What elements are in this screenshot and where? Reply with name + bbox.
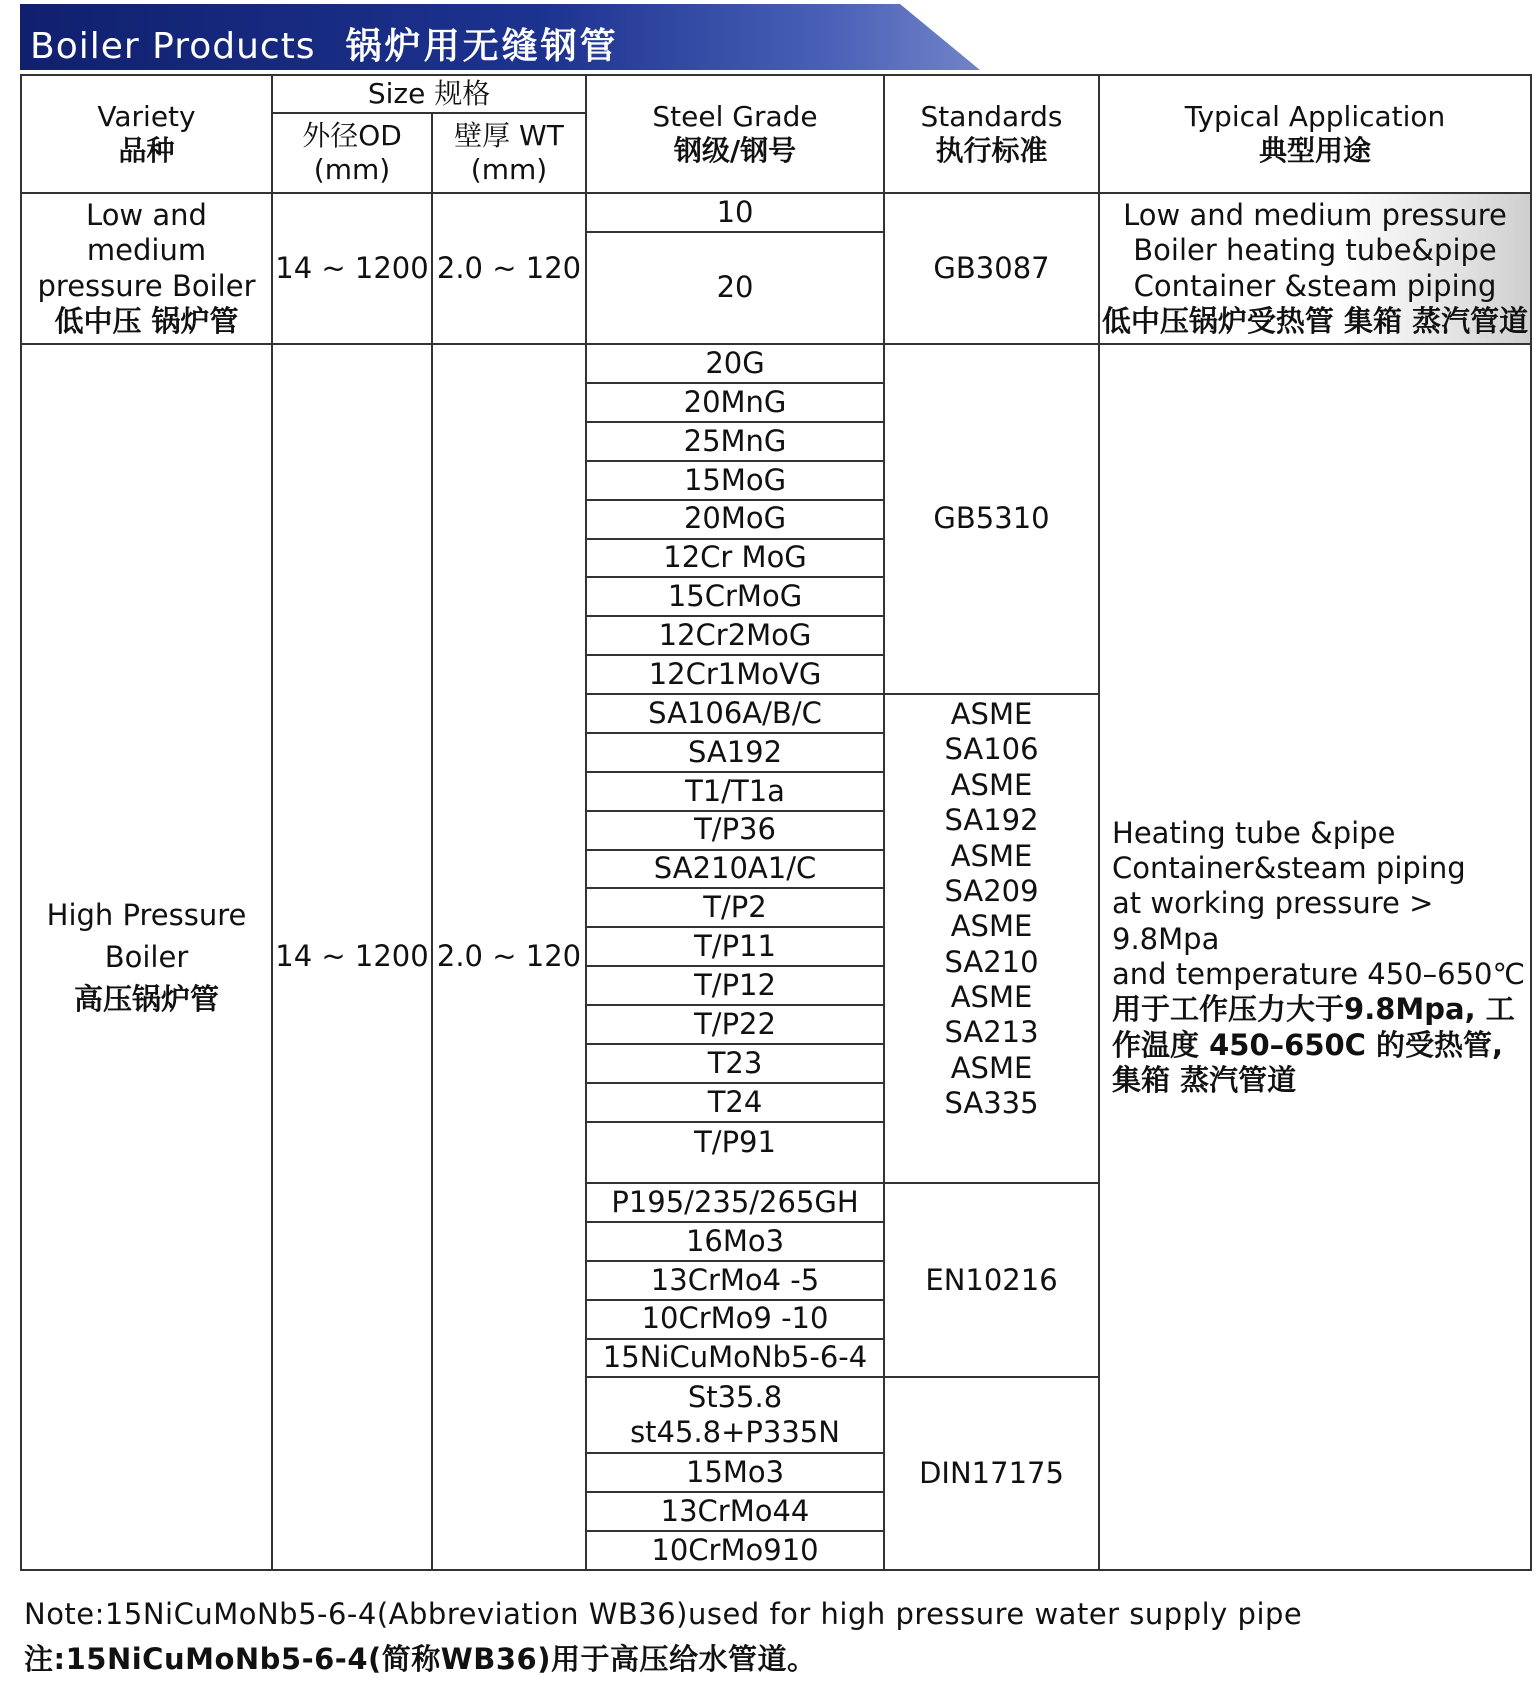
variety-cn: 高压锅炉管 <box>73 982 219 1017</box>
grade-cell: 20 <box>586 232 884 344</box>
grade-cell: T24 <box>586 1083 884 1122</box>
header-app-en: Typical Application <box>1184 99 1446 133</box>
standard-line: SA335 <box>944 1086 1039 1121</box>
header-standards <box>884 75 1099 193</box>
standard-line: SA209 <box>944 873 1039 908</box>
application-line: Container &steam piping <box>1133 268 1497 303</box>
grade-cell: 15NiCuMoNb5-6-4 <box>586 1339 884 1378</box>
application-cn: 低中压锅炉受热管 集箱 蒸汽管道 <box>1101 303 1529 338</box>
grade-cell: 13CrMo4 -5 <box>586 1261 884 1300</box>
header-application <box>1099 75 1531 193</box>
application-line: 用于工作压力大于9.8Mpa, 工 <box>1112 992 1515 1027</box>
standard-line: SA106 <box>944 732 1039 767</box>
footnote-en: Note:15NiCuMoNb5-6-4(Abbreviation WB36)used for high pressure water supply pipe <box>24 1597 1303 1631</box>
grade-cell: 16Mo3 <box>586 1222 884 1261</box>
header-grade <box>586 75 884 193</box>
header-variety <box>21 75 272 193</box>
standard-line: ASME <box>950 838 1033 873</box>
footnote <box>24 1592 1302 1682</box>
grade-cell: T1/T1a <box>586 772 884 811</box>
standard-cell: GB5310 <box>884 344 1099 694</box>
grade-cell: 10CrMo9 -10 <box>586 1300 884 1339</box>
grade-cell: St35.8 st45.8+P335N <box>586 1377 884 1453</box>
header-app-cn: 典型用途 <box>1259 134 1372 167</box>
title-en: Boiler Products <box>30 26 316 67</box>
application-line: at working pressure > 9.8Mpa <box>1112 886 1434 956</box>
standard-line: ASME <box>950 1050 1033 1085</box>
standard-line: SA192 <box>944 803 1039 838</box>
grade-cell: 10 <box>586 193 884 232</box>
grade-cell: SA210A1/C <box>586 850 884 889</box>
grade-cell: 20MoG <box>586 500 884 539</box>
grade-cell: 12Cr MoG <box>586 539 884 578</box>
header-variety-cn: 品种 <box>118 134 175 167</box>
application-line: Boiler heating tube&pipe <box>1133 233 1497 268</box>
boiler-products-table <box>20 74 1532 1571</box>
grade-cell: T/P22 <box>586 1005 884 1044</box>
wt-cell: 2.0 ~ 120 <box>432 193 586 344</box>
grade-cell: T/P91 <box>586 1122 884 1183</box>
header-wt-label: 壁厚 WT <box>454 118 564 152</box>
standard-line: ASME <box>950 767 1033 802</box>
header-grade-en: Steel Grade <box>652 99 818 133</box>
grade-cell: 12Cr1MoVG <box>586 655 884 694</box>
application-line: Container&steam piping <box>1112 850 1466 885</box>
page-title <box>30 18 619 69</box>
application-high <box>1099 344 1531 1570</box>
standard-cell: GB3087 <box>884 193 1099 344</box>
standard-line: ASME <box>950 697 1033 732</box>
variety-high <box>21 344 272 1570</box>
application-low-medium <box>1099 193 1531 344</box>
application-line: 集箱 蒸汽管道 <box>1112 1063 1297 1098</box>
header-std-cn: 执行标准 <box>935 134 1048 167</box>
od-cell: 14 ~ 1200 <box>272 344 432 1570</box>
header-od <box>272 113 432 193</box>
header-od-unit: (mm) <box>313 153 391 186</box>
variety-cn: 低中压 锅炉管 <box>54 303 239 338</box>
variety-line: High Pressure <box>46 898 247 933</box>
table-row <box>21 344 1531 383</box>
footnote-cn: 注:15NiCuMoNb5-6-4(简称WB36)用于高压给水管道。 <box>24 1641 817 1676</box>
header-size: Size 规格 <box>272 75 586 113</box>
od-cell: 14 ~ 1200 <box>272 193 432 344</box>
grade-cell: T/P2 <box>586 888 884 927</box>
standard-cell: DIN17175 <box>884 1377 1099 1570</box>
grade-cell: T/P11 <box>586 927 884 966</box>
grade-cell: 10CrMo910 <box>586 1531 884 1570</box>
header-banner <box>20 0 980 74</box>
wt-cell: 2.0 ~ 120 <box>432 344 586 1570</box>
grade-cell: 15Mo3 <box>586 1453 884 1492</box>
grade-cell: 20MnG <box>586 383 884 422</box>
grade-cell: 13CrMo44 <box>586 1492 884 1531</box>
grade-cell: P195/235/265GH <box>586 1183 884 1222</box>
grade-cell: T/P12 <box>586 966 884 1005</box>
application-line: and temperature 450–650℃ <box>1112 957 1526 992</box>
variety-low-medium <box>21 193 272 344</box>
standard-asme-cell <box>884 694 1099 1183</box>
standard-line: SA210 <box>944 944 1039 979</box>
application-line: Low and medium pressure <box>1123 197 1507 232</box>
grade-cell: 12Cr2MoG <box>586 616 884 655</box>
grade-cell: 25MnG <box>586 422 884 461</box>
standard-cell: EN10216 <box>884 1183 1099 1377</box>
table-row <box>21 193 1531 232</box>
grade-cell: 15CrMoG <box>586 577 884 616</box>
title-cn: 锅炉用无缝钢管 <box>345 26 619 67</box>
header-od-label: 外径OD <box>302 118 402 152</box>
standard-line: ASME <box>950 909 1033 944</box>
grade-cell: 15MoG <box>586 461 884 500</box>
application-line: 作温度 450–650C 的受热管, <box>1112 1027 1504 1062</box>
grade-cell: 20G <box>586 344 884 383</box>
header-variety-en: Variety <box>97 99 196 133</box>
grade-cell: SA106A/B/C <box>586 694 884 733</box>
application-line: Heating tube &pipe <box>1112 815 1396 850</box>
variety-line: pressure Boiler <box>37 268 256 303</box>
standard-line: SA213 <box>944 1015 1039 1050</box>
grade-cell: T/P36 <box>586 811 884 850</box>
header-grade-cn: 钢级/钢号 <box>673 134 797 167</box>
standard-line: ASME <box>950 980 1033 1015</box>
grade-cell: SA192 <box>586 733 884 772</box>
variety-line: Boiler <box>104 940 189 975</box>
header-wt <box>432 113 586 193</box>
variety-line: Low and medium <box>86 197 207 268</box>
header-row <box>21 75 1531 113</box>
header-wt-unit: (mm) <box>470 153 548 186</box>
grade-cell: T23 <box>586 1044 884 1083</box>
header-std-en: Standards <box>920 99 1063 133</box>
